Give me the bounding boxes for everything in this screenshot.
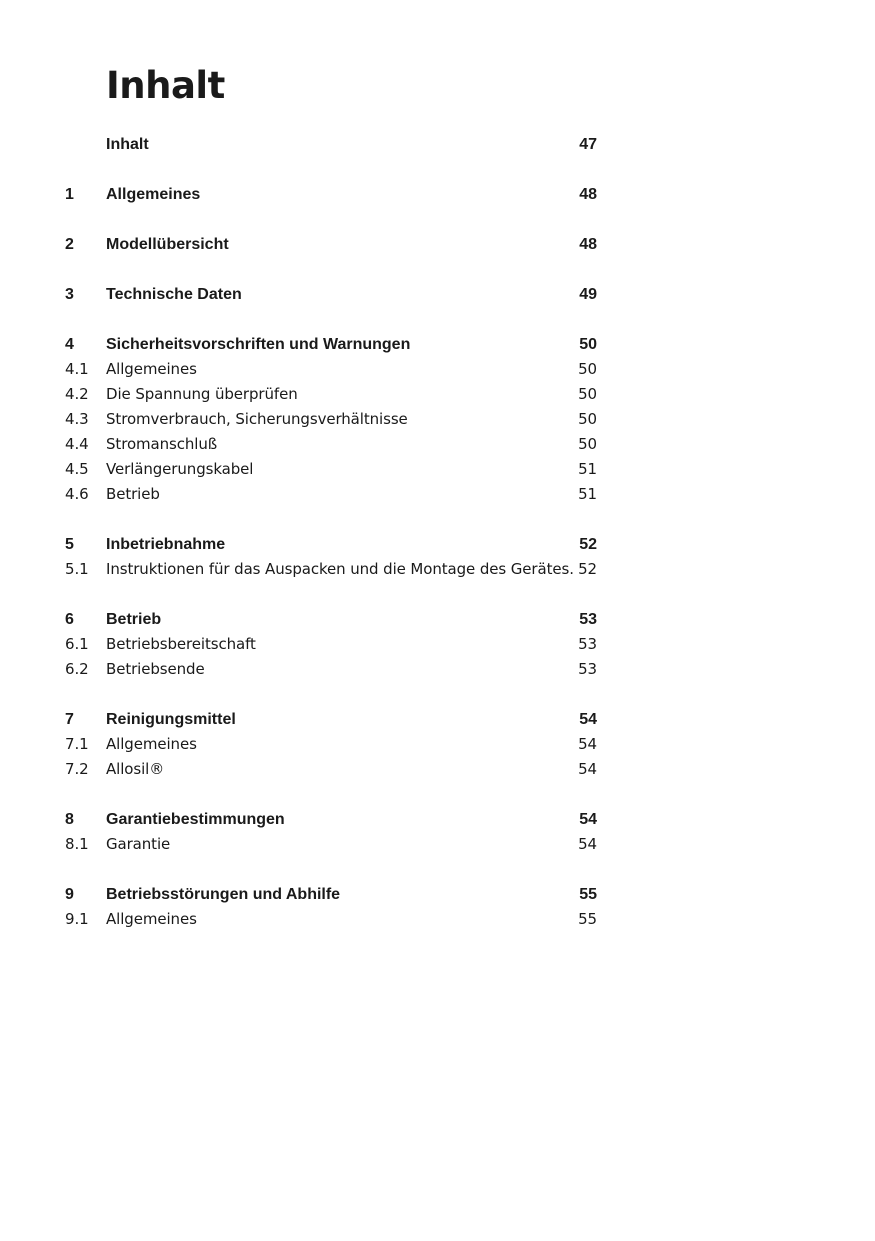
toc-subsection-row[interactable] bbox=[0, 757, 875, 782]
toc-section bbox=[0, 132, 875, 157]
toc-label: Sicherheitsvorschriften und Warnungen bbox=[106, 336, 411, 353]
toc-number: 4.4 bbox=[65, 435, 89, 453]
toc-label: Modellübersicht bbox=[106, 236, 229, 253]
toc-number: 4 bbox=[65, 336, 74, 353]
toc-section bbox=[0, 182, 875, 207]
toc-label: Allgemeines bbox=[106, 735, 197, 753]
toc-number: 4.5 bbox=[65, 460, 89, 478]
toc-number: 5.1 bbox=[65, 560, 89, 578]
toc-number: 7.2 bbox=[65, 760, 89, 778]
toc-subsection-row[interactable] bbox=[0, 432, 875, 457]
toc-subsection-row[interactable] bbox=[0, 382, 875, 407]
toc-chapter-row[interactable] bbox=[0, 282, 875, 307]
toc-page-number: 54 bbox=[578, 735, 597, 753]
toc-number: 4.2 bbox=[65, 385, 89, 403]
toc-number: 4.1 bbox=[65, 360, 89, 378]
toc-label: Betriebsstörungen und Abhilfe bbox=[106, 886, 341, 903]
toc-label: Garantie bbox=[106, 835, 171, 853]
toc-number: 1 bbox=[65, 186, 74, 203]
toc-number: 9 bbox=[65, 886, 74, 903]
toc-label: Betrieb bbox=[106, 611, 162, 628]
toc-number: 9.1 bbox=[65, 910, 89, 928]
toc-number: 3 bbox=[65, 286, 74, 303]
toc-subsection-row[interactable] bbox=[0, 457, 875, 482]
table-of-contents bbox=[0, 132, 875, 957]
toc-label: Garantiebestimmungen bbox=[106, 811, 285, 828]
toc-chapter-row[interactable] bbox=[0, 882, 875, 907]
toc-chapter-row[interactable] bbox=[0, 182, 875, 207]
toc-page-number: 51 bbox=[578, 460, 597, 478]
toc-number: 6.2 bbox=[65, 660, 89, 678]
toc-number: 7 bbox=[65, 711, 74, 728]
toc-page-number: 48 bbox=[579, 186, 597, 203]
toc-section bbox=[0, 807, 875, 857]
toc-page-number: 47 bbox=[579, 136, 597, 153]
toc-section bbox=[0, 282, 875, 307]
toc-number: 6 bbox=[65, 611, 74, 628]
toc-label: Betriebsbereitschaft bbox=[106, 635, 256, 653]
toc-label: Inhalt bbox=[106, 136, 149, 153]
toc-chapter-row[interactable] bbox=[0, 532, 875, 557]
toc-page-number: 49 bbox=[579, 286, 597, 303]
toc-page-number: 54 bbox=[578, 760, 597, 778]
toc-number: 8.1 bbox=[65, 835, 89, 853]
toc-chapter-row[interactable] bbox=[0, 807, 875, 832]
toc-subsection-row[interactable] bbox=[0, 732, 875, 757]
toc-label: Allgemeines bbox=[106, 910, 197, 928]
toc-subsection-row[interactable] bbox=[0, 357, 875, 382]
toc-page-number: 53 bbox=[579, 611, 597, 628]
toc-number: 4.6 bbox=[65, 485, 89, 503]
toc-subsection-row[interactable] bbox=[0, 907, 875, 932]
toc-subsection-row[interactable] bbox=[0, 482, 875, 507]
toc-subsection-row[interactable] bbox=[0, 832, 875, 857]
toc-page-number: 50 bbox=[579, 336, 597, 353]
toc-number: 7.1 bbox=[65, 735, 89, 753]
toc-label: Verlängerungskabel bbox=[106, 460, 254, 478]
toc-subsection-row[interactable] bbox=[0, 557, 875, 582]
toc-label: Betriebsende bbox=[106, 660, 205, 678]
toc-label: Die Spannung überprüfen bbox=[106, 385, 298, 403]
toc-chapter-row[interactable] bbox=[0, 332, 875, 357]
toc-page-number: 50 bbox=[578, 410, 597, 428]
toc-page-number: 50 bbox=[578, 435, 597, 453]
toc-label: Instruktionen für das Auspacken und die Montage des Gerätes. bbox=[106, 560, 574, 578]
toc-chapter-row[interactable] bbox=[0, 132, 875, 157]
toc-subsection-row[interactable] bbox=[0, 632, 875, 657]
toc-label: Technische Daten bbox=[106, 286, 242, 303]
toc-page-number: 52 bbox=[579, 536, 597, 553]
toc-page-number: 50 bbox=[578, 360, 597, 378]
toc-label: Allosil® bbox=[106, 760, 165, 778]
toc-number: 2 bbox=[65, 236, 74, 253]
toc-page-number: 54 bbox=[579, 711, 597, 728]
toc-label: Allgemeines bbox=[106, 360, 197, 378]
toc-number: 8 bbox=[65, 811, 74, 828]
toc-section bbox=[0, 882, 875, 932]
toc-page-number: 54 bbox=[578, 835, 597, 853]
toc-number: 6.1 bbox=[65, 635, 89, 653]
toc-chapter-row[interactable] bbox=[0, 607, 875, 632]
toc-page-number: 48 bbox=[579, 236, 597, 253]
toc-subsection-row[interactable] bbox=[0, 407, 875, 432]
toc-page-number: 53 bbox=[578, 635, 597, 653]
toc-section bbox=[0, 532, 875, 582]
toc-page-number: 52 bbox=[578, 560, 597, 578]
toc-page-number: 50 bbox=[578, 385, 597, 403]
toc-page-number: 55 bbox=[578, 910, 597, 928]
toc-label: Reinigungsmittel bbox=[106, 711, 236, 728]
toc-chapter-row[interactable] bbox=[0, 232, 875, 257]
toc-chapter-row[interactable] bbox=[0, 707, 875, 732]
toc-section bbox=[0, 607, 875, 682]
toc-number: 5 bbox=[65, 536, 74, 553]
toc-label: Stromanschluß bbox=[106, 435, 218, 453]
toc-page-number: 51 bbox=[578, 485, 597, 503]
toc-section bbox=[0, 707, 875, 782]
toc-page-number: 53 bbox=[578, 660, 597, 678]
toc-label: Allgemeines bbox=[106, 186, 201, 203]
toc-label: Inbetriebnahme bbox=[106, 536, 226, 553]
toc-page-number: 55 bbox=[579, 886, 597, 903]
toc-label: Betrieb bbox=[106, 485, 160, 503]
page-title: Inhalt bbox=[106, 64, 225, 107]
toc-subsection-row[interactable] bbox=[0, 657, 875, 682]
toc-section bbox=[0, 232, 875, 257]
toc-page-number: 54 bbox=[579, 811, 597, 828]
toc-label: Stromverbrauch, Sicherungsverhältnisse bbox=[106, 410, 408, 428]
toc-section bbox=[0, 332, 875, 507]
toc-number: 4.3 bbox=[65, 410, 89, 428]
